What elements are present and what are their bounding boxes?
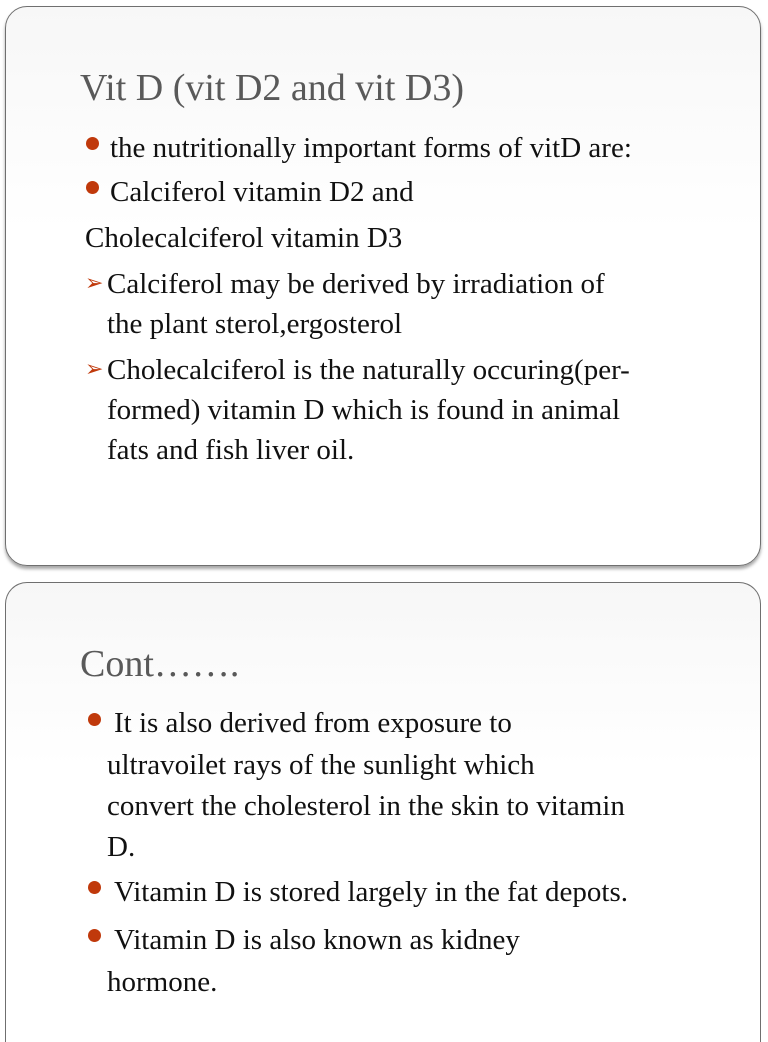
arrow-bullet-icon: ➢: [85, 271, 104, 296]
slide-1-sub-1-line-2: the plant sterol,ergosterol: [107, 308, 403, 340]
slide-2-bullet-1-line-1: It is also derived from exposure to: [114, 707, 512, 739]
bullet-dot-icon: [88, 881, 101, 894]
slide-1-sub-2-line-1: Cholecalciferol is the naturally occuring(per-: [107, 354, 630, 386]
bullet-dot-icon: [88, 929, 101, 942]
slide-2-bullet-3-line-1: Vitamin D is also known as kidney: [114, 924, 520, 956]
arrow-bullet-icon: ➢: [85, 357, 104, 382]
slide-1-bullet-2: Calciferol vitamin D2 and: [110, 176, 414, 208]
slide-1-bullet-1: the nutritionally important forms of vitD are:: [110, 132, 632, 164]
bullet-dot-icon: [86, 181, 99, 194]
bullet-dot-icon: [88, 713, 101, 726]
slide-2-title: Cont…….: [80, 643, 240, 685]
slide-1-sub-1-line-1: Calciferol may be derived by irradiation of: [107, 268, 605, 300]
slide-1-title: Vit D (vit D2 and vit D3): [80, 67, 465, 109]
slide-1-sub-2-line-3: fats and fish liver oil.: [107, 434, 355, 466]
slide-2-bullet-2: Vitamin D is stored largely in the fat depots.: [114, 876, 628, 908]
slide-2-bullet-1-line-3: convert the cholesterol in the skin to vitamin: [107, 790, 625, 822]
slide-2-bullet-1-line-2: ultravoilet rays of the sunlight which: [107, 749, 535, 781]
slide-1-sub-2-line-2: formed) vitamin D which is found in animal: [107, 394, 621, 426]
slide-2-bullet-1-line-4: D.: [107, 831, 136, 863]
bullet-dot-icon: [86, 137, 99, 150]
slide-1-continuation: Cholecalciferol vitamin D3: [85, 222, 403, 254]
slide-2-bullet-3-line-2: hormone.: [107, 966, 218, 998]
